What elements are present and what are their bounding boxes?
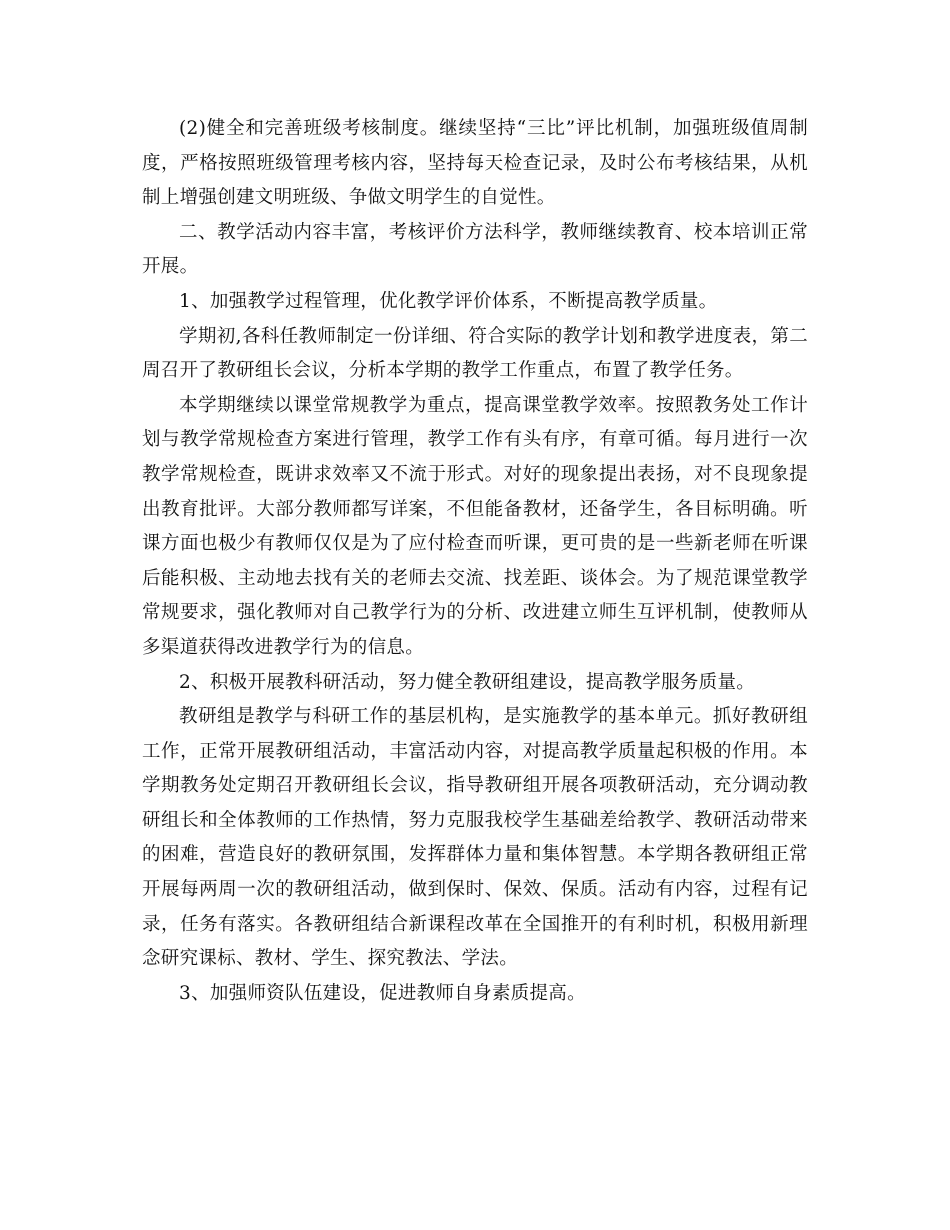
subheading-teaching-process: 1、加强教学过程管理，优化教学评价体系，不断提高教学质量。 bbox=[179, 290, 718, 312]
paragraph-class-assessment: (2)健全和完善班级考核制度。继续坚持“三比”评比机制，加强班级值周制度，严格按照班级管理考核内容，坚持每天检查记录，及时公布考核结果，从机制上增强创建文明班级、争做文明学生的自觉性。 bbox=[142, 118, 808, 209]
paragraph-classroom-routine: 本学期继续以课堂常规教学为重点，提高课堂教学效率。按照教务处工作计划与教学常规检查方案进行管理，教学工作有头有序，有章可循。每月进行一次教学常规检查，既讲求效率又不流于形式。对好的现象提出表扬，对不良现象提出教育批评。大部分教师都写详案，不但能备教材，还备学生，各目标明确。听课方面也极少有教师仅仅是为了应付检查而听课，更可贵的是一些新老师在听课后能积极、主动地去找有关的老师去交流、找差距、谈体会。为了规范课堂教学常规要求，强化教师对自己教学行为的分析、改进建立师生互评机制，使教师从多渠道获得改进教学行为的信息。 bbox=[142, 394, 808, 658]
subheading-research-activities: 2、积极开展教科研活动，努力健全教研组建设，提高教学服务质量。 bbox=[179, 671, 756, 693]
paragraph-semester-start: 学期初,各科任教师制定一份详细、符合实际的教学计划和教学进度表，第二周召开了教研组长会议，分析本学期的教学工作重点，布置了教学任务。 bbox=[142, 325, 808, 382]
section-heading-teaching-activities: 二、教学活动内容丰富，考核评价方法科学，教师继续教育、校本培训正常开展。 bbox=[142, 221, 808, 278]
paragraph-research-groups: 教研组是教学与科研工作的基层机构，是实施教学的基本单元。抓好教研组工作，正常开展教研组活动，丰富活动内容，对提高教学质量起积极的作用。本学期教务处定期召开教研组长会议，指导教研组开展各项教研活动，充分调动教研组长和全体教师的工作热情，努力克服我校学生基础差给教学、教研活动带来的困难，营造良好的教研氛围，发挥群体力量和集体智慧。本学期各教研组正常开展每两周一次的教研组活动，做到保时、保效、保质。活动有内容，过程有记录，任务有落实。各教研组结合新课程改革在全国推开的有利时机，积极用新理念研究课标、教材、学生、探究教法、学法。 bbox=[142, 706, 808, 970]
subheading-teacher-development: 3、加强师资队伍建设，促进教师自身素质提高。 bbox=[179, 982, 586, 1004]
document-body bbox=[142, 112, 808, 1011]
